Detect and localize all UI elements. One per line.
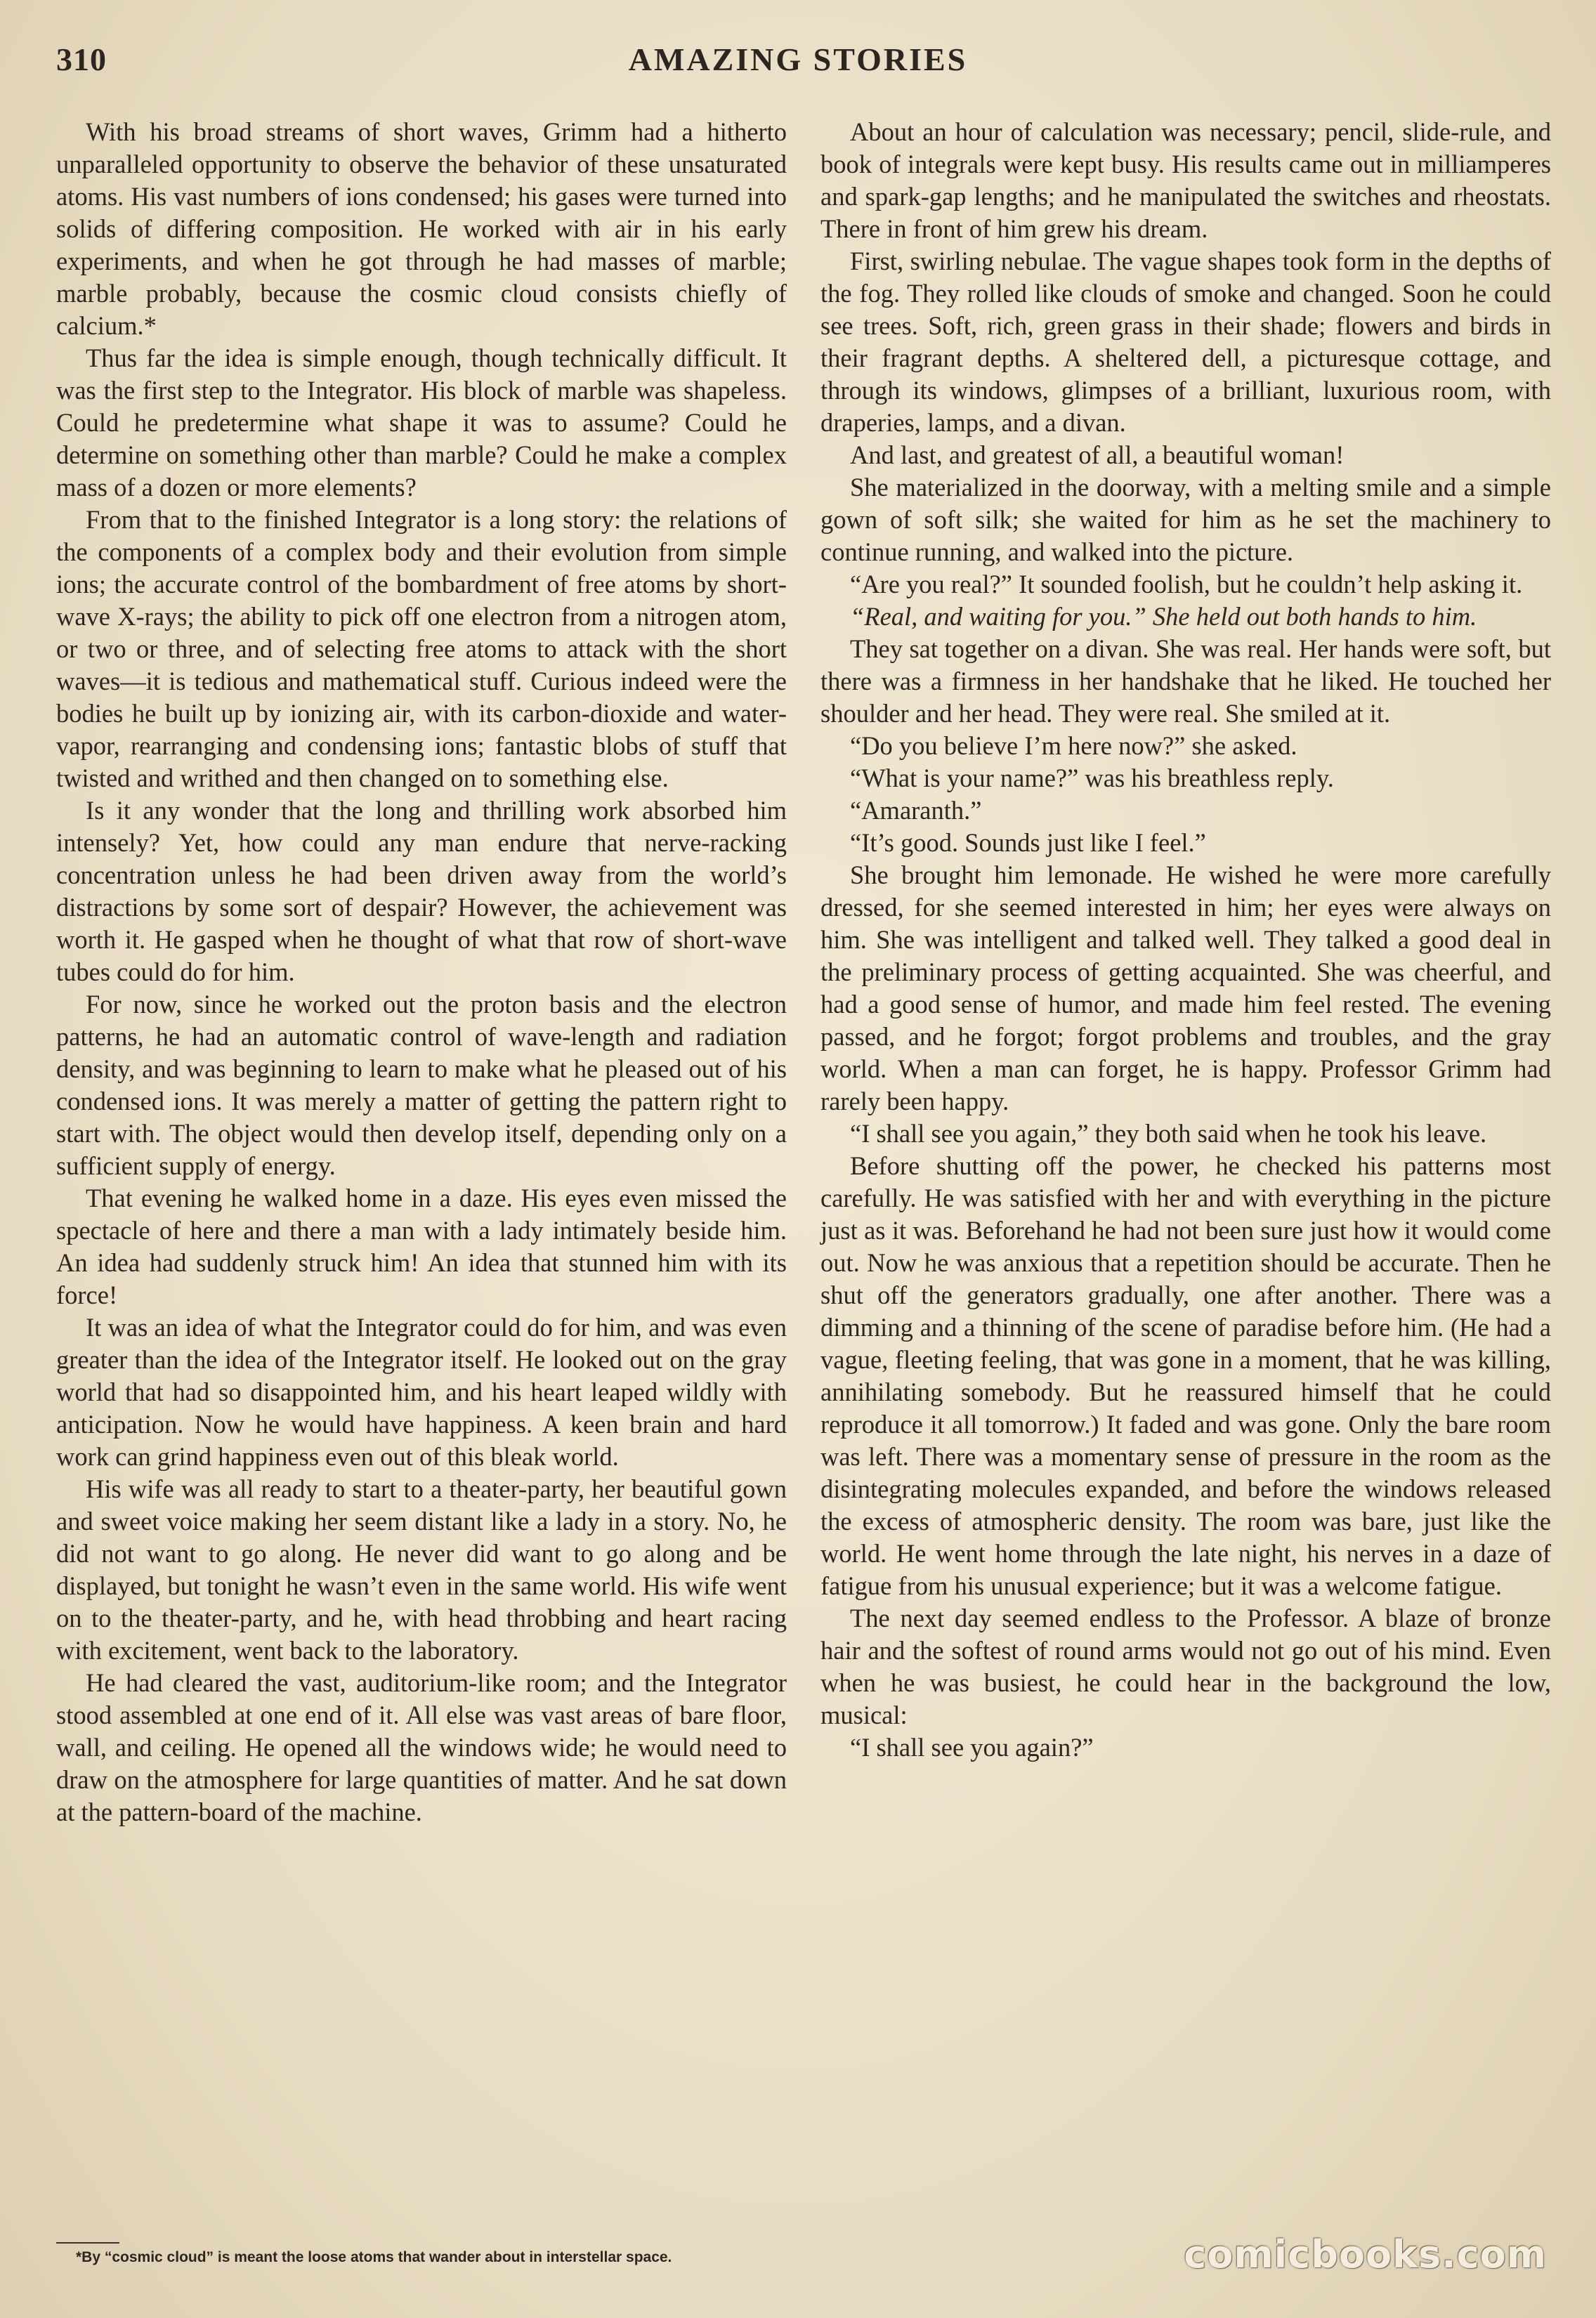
paragraph: “I shall see you again,” they both said when he took his leave. — [850, 1119, 1487, 1148]
left-column — [56, 116, 787, 1828]
page-number: 310 — [56, 41, 107, 77]
paragraph: For now, since he worked out the proton basis and the electron patterns, he had an automatic control of wave-length and radiation density, and was beginning to learn to make what he pleased out of his condensed ions. It was merely a matter of getting the pattern right to start with. The object would then develop itself, depending only on a sufficient supply of energy. — [56, 990, 787, 1180]
paragraph: Is it any wonder that the long and thrilling work absorbed him intensely? Yet, how could any man endure that nerve-racking concentration unless he had been driven away from the world’s distractions by some sort of despair? However, the achievement was worth it. He gasped when he thought of what that row of short-wave tubes could do for him. — [56, 796, 787, 986]
paragraph: With his broad streams of short waves, Grimm had a hitherto unparalleled opportunity to observe the behavior of these unsaturated atoms. His vast numbers of ions condensed; his gases were turned into solids of differing composition. He worked with air in his early experiments, and when he got through he had masses of marble; marble probably, because the cosmic cloud consists chiefly of calcium.* — [56, 117, 787, 340]
paragraph: About an hour of calculation was necessary; pencil, slide-rule, and book of integrals were kept busy. His results came out in milliamperes and spark-gap lengths; and he manipulated the switches and rheostats. There in front of him grew his dream. — [820, 117, 1551, 243]
paragraph: First, swirling nebulae. The vague shapes took form in the depths of the fog. They rolled like clouds of smoke and changed. Soon he could see trees. Soft, rich, green grass in their shade; flowers and birds in their fragrant depths. A sheltered dell, a picturesque cottage, and through its windows, glimpses of a brilliant, luxurious room, with draperies, lamps, and a divan. — [820, 247, 1551, 437]
paragraph: From that to the finished Integrator is a long story: the relations of the components of a complex body and their evolution from simple ions; the accurate control of the bombardment of free atoms by short-wave X-rays; the ability to pick off one electron from a nitrogen atom, or two or three, and of selecting free atoms to attack with the short waves—it is tedious and mathematical stuff. Curious indeed were the bodies he built up by ionizing air, with its carbon-dioxide and water-vapor, rearranging and condensing ions; fantastic blobs of stuff that twisted and writhed and then changed on to something else. — [56, 505, 787, 792]
paragraph: “Are you real?” It sounded foolish, but he couldn’t help asking it. — [850, 570, 1523, 598]
footnote: *By “cosmic cloud” is meant the loose atoms that wander about in interstellar space. — [76, 2249, 672, 2265]
italic-paragraph: “Real, and waiting for you.” She held out both hands to him. — [850, 602, 1477, 631]
page-header — [56, 41, 1540, 90]
paragraph: They sat together on a divan. She was real. Her hands were soft, but there was a firmness in her handshake that he liked. He touched her shoulder and her head. They were real. She smiled at it. — [820, 634, 1551, 728]
paragraph: “It’s good. Sounds just like I feel.” — [850, 828, 1206, 857]
paragraph: “What is your name?” was his breathless reply. — [850, 764, 1334, 792]
paragraph: “Do you believe I’m here now?” she asked. — [850, 731, 1297, 760]
watermark: comicbooks.com — [1184, 2232, 1547, 2277]
paragraph: “Amaranth.” — [850, 796, 982, 825]
paragraph: Before shutting off the power, he checked his patterns most carefully. He was satisfied with her and with everything in the picture just as it was. Beforehand he had not been sure just how it would come out. Now he was anxious that a repetition should be accurate. Then he shut off the generators gradually, one after another. There was a dimming and a thinning of the scene of paradise before him. (He had a vague, fleeting feeling, that was gone in a moment, that he was killing, annihilating somebody. But he reassured himself that he could reproduce it all tomorrow.) It faded and was gone. Only the bare room was left. There was a momentary sense of pressure in the room as the disintegrating molecules expanded, and before the windows released the excess of atmospheric density. The room was bare, just like the world. He went home through the late night, his nerves in a daze of fatigue from his unusual experience; but it was a welcome fatigue. — [820, 1151, 1551, 1600]
paragraph: His wife was all ready to start to a theater-party, her beautiful gown and sweet voice making her seem distant like a lady in a story. No, he did not want to go along. He never did want to go along and be displayed, but tonight he wasn’t even in the same world. His wife went on to the theater-party, and he, with head throbbing and heart racing with excitement, went back to the laboratory. — [56, 1474, 787, 1665]
right-column — [820, 116, 1551, 1764]
paragraph: The next day seemed endless to the Professor. A blaze of bronze hair and the softest of round arms would not go out of his mind. Even when he was busiest, he could hear in the background the low, musical: — [820, 1604, 1551, 1729]
paragraph: It was an idea of what the Integrator could do for him, and was even greater than the idea of the Integrator itself. He looked out on the gray world that had so disappointed him, and his heart leaped wildly with anticipation. Now he would have happiness. A keen brain and hard work can grind happiness even out of this bleak world. — [56, 1313, 787, 1471]
paragraph: She materialized in the doorway, with a melting smile and a simple gown of soft silk; she waited for him as he set the machinery to continue running, and walked into the picture. — [820, 473, 1551, 566]
paragraph: That evening he walked home in a daze. His eyes even missed the spectacle of here and there a man with a lady intimately beside him. An idea had suddenly struck him! An idea that stunned him with its force! — [56, 1184, 787, 1309]
magazine-title: AMAZING STORIES — [628, 41, 968, 77]
footnote-divider — [56, 2242, 119, 2244]
paragraph: He had cleared the vast, auditorium-like room; and the Integrator stood assembled at one end of it. All else was vast areas of bare floor, wall, and ceiling. He opened all the windows wide; he would need to draw on the atmosphere for large quantities of matter. And he sat down at the pattern-board of the machine. — [56, 1668, 787, 1826]
paragraph: She brought him lemonade. He wished he were more carefully dressed, for she seemed interested in him; her eyes were always on him. She was intelligent and talked well. They talked a good deal in the preliminary process of getting acquainted. She was cheerful, and had a good sense of humor, and made him feel rested. The evening passed, and he forgot; forgot problems and troubles, and the gray world. When a man can forget, he is happy. Professor Grimm had rarely been happy. — [820, 860, 1551, 1115]
paragraph: And last, and greatest of all, a beautiful woman! — [850, 440, 1345, 469]
paragraph: Thus far the idea is simple enough, though technically difficult. It was the first step to the Integrator. His block of marble was shapeless. Could he predetermine what shape it was to assume? Could he determine on something other than marble? Could he make a complex mass of a dozen or more elements? — [56, 343, 787, 502]
paragraph: “I shall see you again?” — [850, 1733, 1094, 1762]
